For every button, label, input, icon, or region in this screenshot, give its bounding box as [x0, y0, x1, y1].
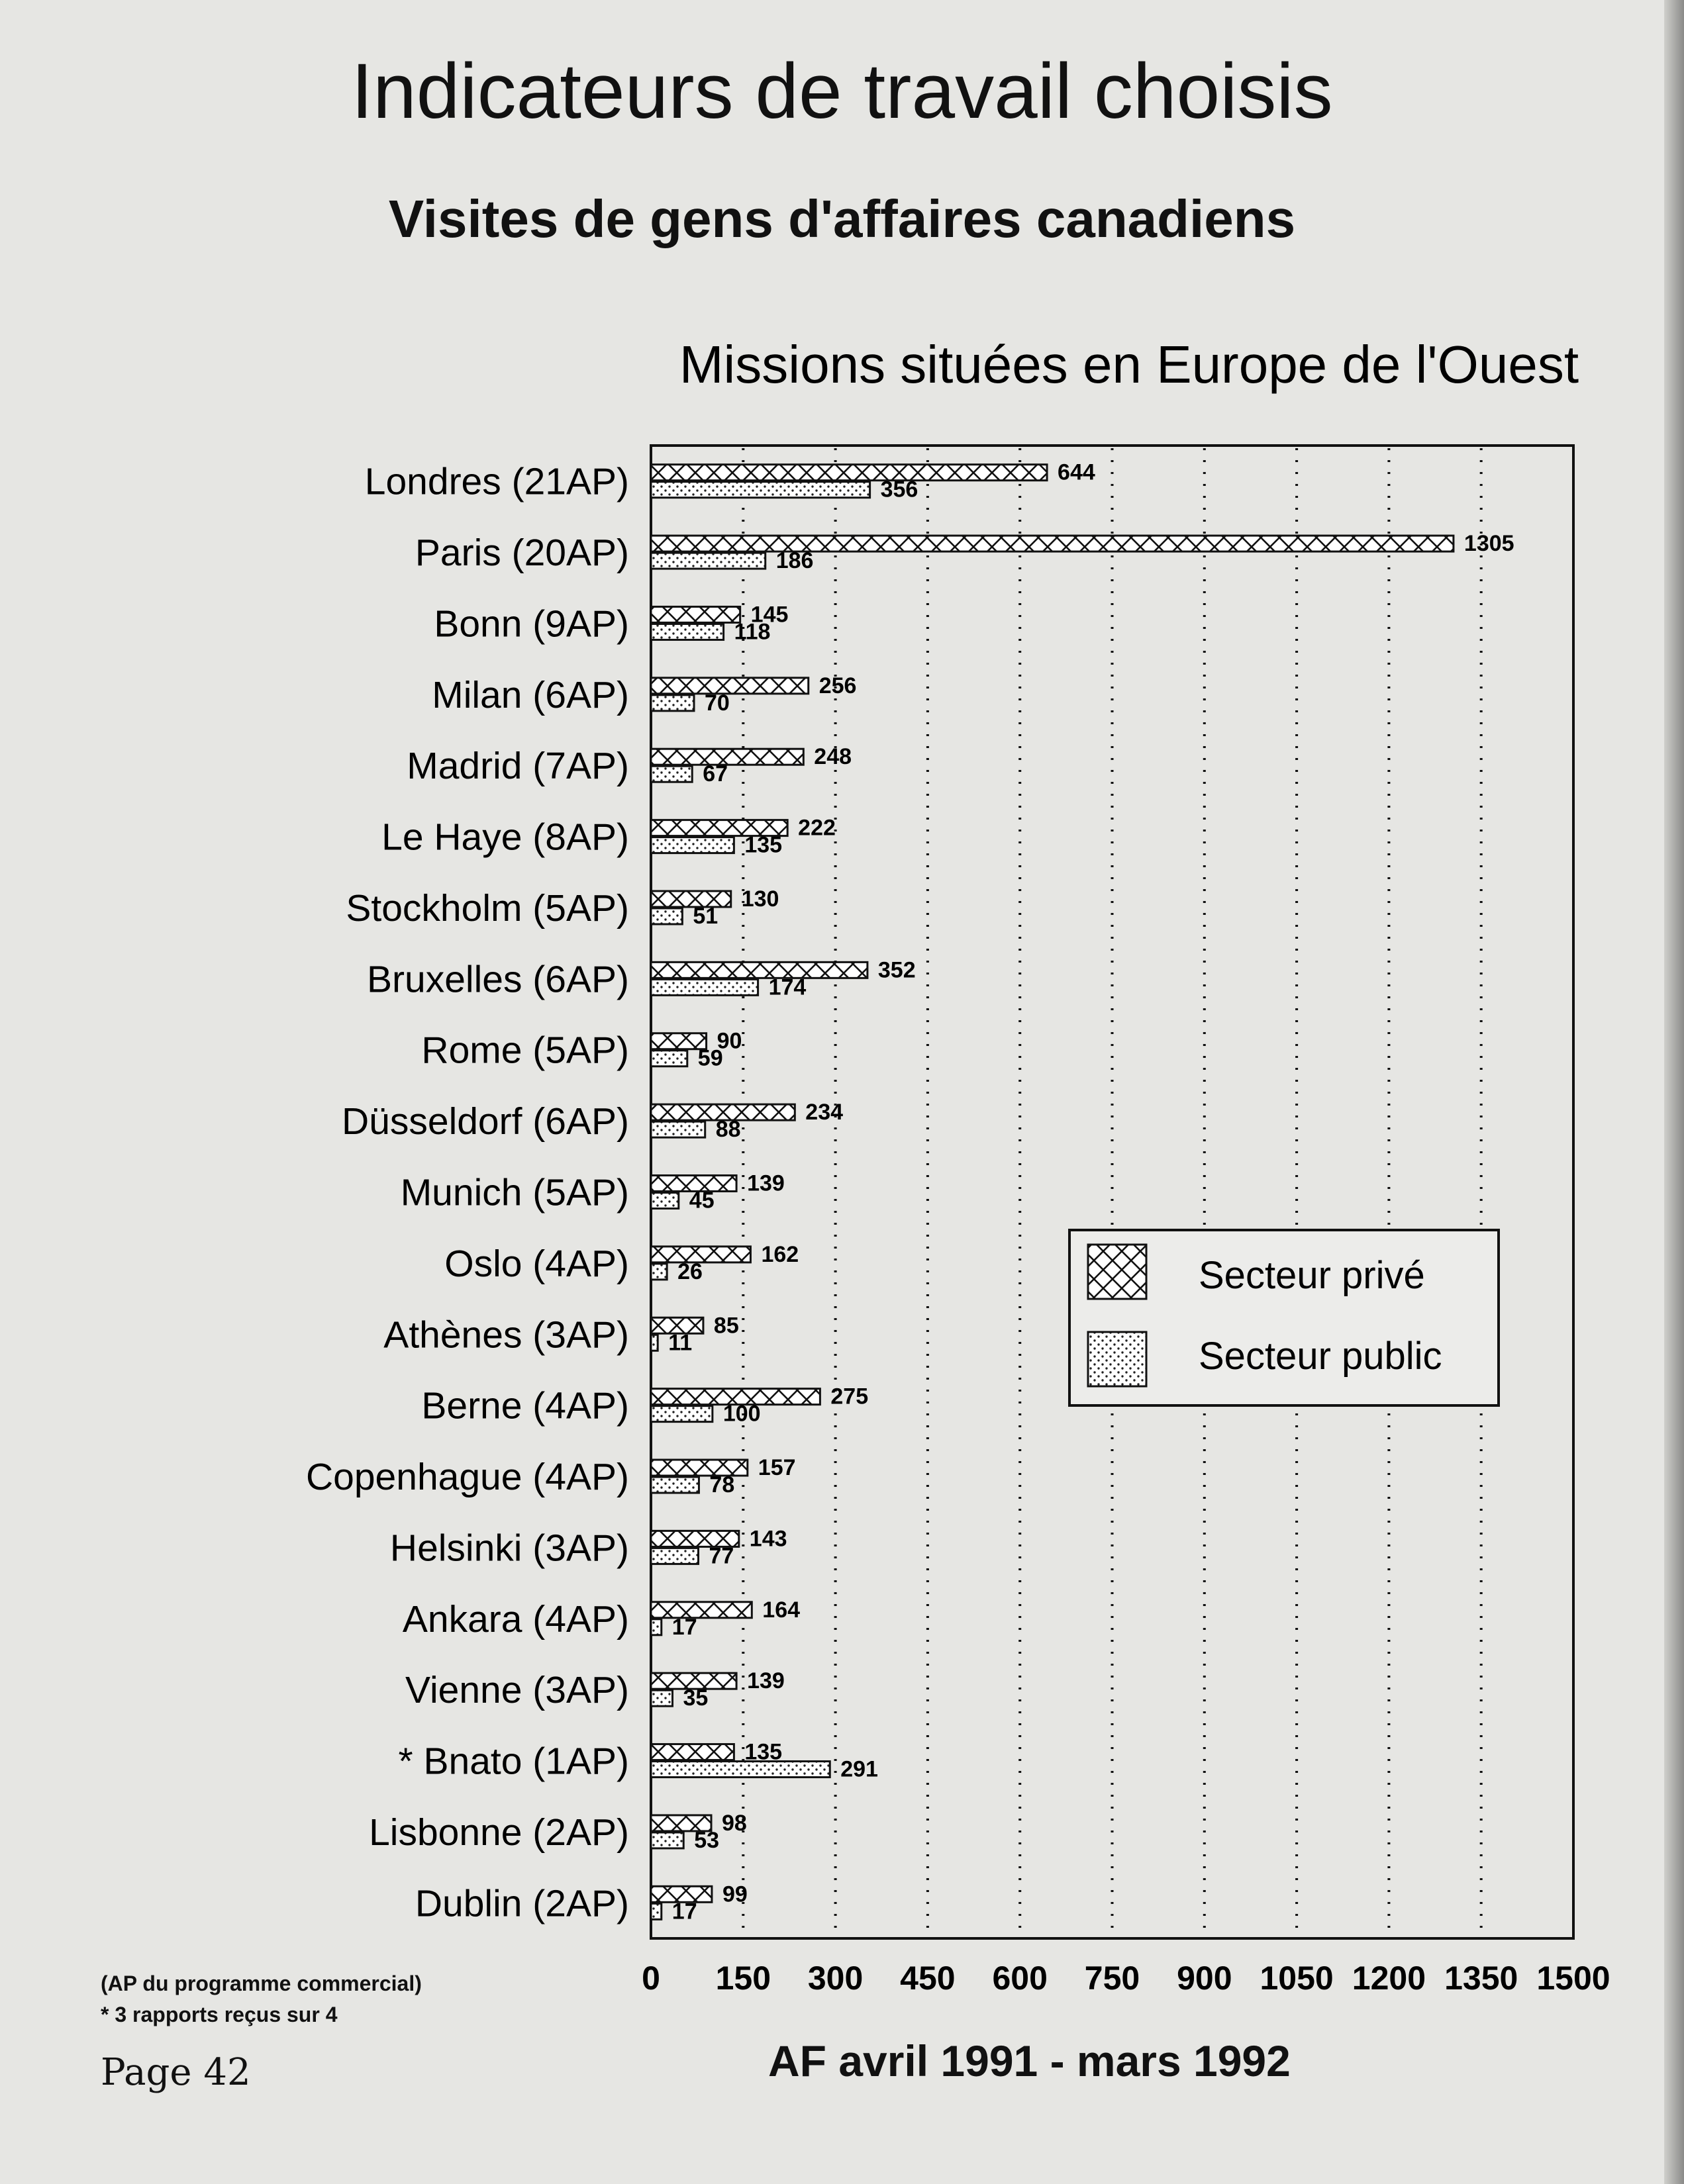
category-label-vienne-3ap: Vienne (3AP) — [405, 1669, 629, 1712]
category-label-berne-4ap: Berne (4AP) — [421, 1384, 629, 1427]
bar-secteur-public-dublin-2ap — [651, 1903, 662, 1919]
legend — [1069, 1230, 1499, 1405]
bar-secteur-prive-paris-20ap — [651, 536, 1454, 551]
value-label-secteur-prive-vienne-3ap: 139 — [747, 1668, 785, 1694]
value-label-secteur-public-londres-21ap: 356 — [880, 477, 918, 502]
bar-secteur-prive-londres-21ap — [651, 465, 1047, 481]
chart-title: Missions situées en Europe de l'Ouest — [679, 335, 1579, 394]
value-label-secteur-prive-munich-5ap: 139 — [747, 1170, 785, 1196]
value-label-secteur-public-munich-5ap: 45 — [689, 1188, 715, 1213]
bar-secteur-public-milan-6ap — [651, 695, 694, 711]
value-label-secteur-prive-dusseldorf-6ap: 234 — [805, 1100, 844, 1125]
bar-secteur-public-berne-4ap — [651, 1406, 713, 1422]
value-label-secteur-prive-paris-20ap: 1305 — [1463, 531, 1514, 557]
footnote-ap: (AP du programme commercial) — [101, 1971, 422, 1995]
bar-secteur-public-rome-5ap — [651, 1051, 687, 1067]
category-label-lisbonne-2ap: Lisbonne (2AP) — [369, 1811, 629, 1854]
legend-label-secteur-prive: Secteur privé — [1199, 1254, 1425, 1297]
category-label-milan-6ap: Milan (6AP) — [432, 673, 629, 716]
bar-secteur-prive-milan-6ap — [651, 678, 809, 694]
value-label-secteur-prive-londres-21ap: 644 — [1058, 459, 1095, 485]
value-label-secteur-prive-athenes-3ap: 85 — [713, 1313, 739, 1339]
x-tick-label: 900 — [1177, 1960, 1232, 1997]
legend-swatch-secteur-prive — [1088, 1245, 1146, 1299]
category-label-le-haye-8ap: Le Haye (8AP) — [381, 816, 629, 859]
category-label-dusseldorf-6ap: Düsseldorf (6AP) — [342, 1100, 629, 1143]
x-tick-label: 450 — [900, 1960, 956, 1997]
category-label-paris-20ap: Paris (20AP) — [415, 532, 629, 575]
bar-secteur-public-oslo-4ap — [651, 1264, 667, 1280]
category-label-madrid-7ap: Madrid (7AP) — [407, 745, 629, 788]
value-label-secteur-public-oslo-4ap: 26 — [677, 1258, 703, 1284]
legend-label-secteur-public: Secteur public — [1199, 1335, 1442, 1378]
footnote-reports: * 3 rapports reçus sur 4 — [101, 2003, 338, 2026]
value-label-secteur-public-rome-5ap: 59 — [697, 1045, 723, 1071]
category-label-helsinki-3ap: Helsinki (3AP) — [389, 1527, 629, 1570]
x-tick-label: 0 — [642, 1960, 660, 1997]
value-label-secteur-prive-ankara-4ap: 164 — [762, 1597, 801, 1623]
category-label-londres-21ap: Londres (21AP) — [364, 460, 629, 503]
value-label-secteur-prive-rome-5ap: 90 — [717, 1028, 742, 1054]
legend-swatch-secteur-public — [1088, 1332, 1146, 1386]
category-label-ankara-4ap: Ankara (4AP) — [402, 1597, 629, 1640]
category-label-bnato-1ap: * Bnato (1AP) — [398, 1740, 629, 1783]
value-label-secteur-public-bnato-1ap: 291 — [840, 1756, 878, 1782]
bar-secteur-public-paris-20ap — [651, 553, 766, 569]
value-label-secteur-prive-madrid-7ap: 248 — [814, 744, 852, 770]
x-tick-label: 300 — [807, 1960, 864, 1997]
x-axis-ticks — [642, 1960, 1610, 1997]
x-tick-label: 1350 — [1444, 1960, 1518, 1997]
value-label-secteur-prive-copenhague-4ap: 157 — [758, 1455, 796, 1481]
value-label-secteur-prive-dublin-2ap: 99 — [722, 1881, 748, 1907]
bar-secteur-public-bnato-1ap — [651, 1762, 830, 1778]
x-tick-label: 1050 — [1260, 1960, 1334, 1997]
bar-secteur-public-copenhague-4ap — [651, 1477, 699, 1493]
bar-secteur-prive-ankara-4ap — [651, 1602, 752, 1618]
bar-secteur-prive-bruxelles-6ap — [651, 962, 867, 978]
page-number: Page 42 — [101, 2051, 251, 2094]
bar-secteur-public-munich-5ap — [651, 1193, 679, 1209]
bar-secteur-prive-bnato-1ap — [651, 1744, 734, 1760]
fiscal-period: AF avril 1991 - mars 1992 — [768, 2036, 1291, 2085]
value-label-secteur-public-athenes-3ap: 11 — [668, 1330, 693, 1356]
value-label-secteur-prive-oslo-4ap: 162 — [761, 1241, 799, 1267]
category-label-dublin-2ap: Dublin (2AP) — [415, 1882, 629, 1925]
bar-secteur-public-madrid-7ap — [651, 766, 692, 782]
bar-secteur-public-stockholm-5ap — [651, 908, 682, 924]
value-label-secteur-prive-bruxelles-6ap: 352 — [877, 957, 916, 983]
value-label-secteur-prive-milan-6ap: 256 — [818, 673, 857, 698]
plot-frame — [651, 446, 1573, 1938]
value-label-secteur-prive-bnato-1ap: 135 — [744, 1739, 783, 1765]
value-label-secteur-public-ankara-4ap: 17 — [671, 1614, 697, 1640]
page-title: Indicateurs de travail choisis — [351, 48, 1333, 135]
gridlines — [743, 448, 1481, 1936]
value-label-secteur-public-copenhague-4ap: 78 — [709, 1472, 735, 1498]
value-label-secteur-public-berne-4ap: 100 — [722, 1401, 761, 1427]
value-label-secteur-prive-berne-4ap: 275 — [830, 1384, 869, 1409]
value-label-secteur-public-milan-6ap: 70 — [705, 690, 730, 716]
value-label-secteur-public-bruxelles-6ap: 174 — [768, 974, 807, 1000]
category-label-bonn-9ap: Bonn (9AP) — [434, 602, 629, 645]
x-tick-label: 1200 — [1352, 1960, 1426, 1997]
value-label-secteur-public-paris-20ap: 186 — [775, 548, 814, 574]
bar-secteur-public-dusseldorf-6ap — [651, 1121, 705, 1137]
category-labels — [306, 461, 629, 1925]
bar-secteur-public-vienne-3ap — [651, 1690, 673, 1706]
category-label-copenhague-4ap: Copenhague (4AP) — [305, 1456, 629, 1499]
category-label-oslo-4ap: Oslo (4AP) — [444, 1242, 629, 1285]
value-label-secteur-prive-le-haye-8ap: 222 — [798, 815, 836, 841]
value-label-secteur-public-lisbonne-2ap: 53 — [694, 1827, 720, 1853]
page-edge-shadow — [1664, 0, 1684, 2184]
bar-secteur-public-le-haye-8ap — [651, 837, 734, 853]
value-label-secteur-public-le-haye-8ap: 135 — [744, 832, 783, 858]
x-tick-label: 1500 — [1536, 1960, 1610, 1997]
page-subtitle: Visites de gens d'affaires canadiens — [388, 189, 1296, 248]
bar-secteur-public-bruxelles-6ap — [651, 979, 758, 995]
x-tick-label: 750 — [1084, 1960, 1140, 1997]
category-label-athenes-3ap: Athènes (3AP) — [383, 1313, 629, 1356]
bar-secteur-public-bonn-9ap — [651, 624, 724, 640]
value-label-secteur-public-dusseldorf-6ap: 88 — [715, 1117, 741, 1143]
bar-secteur-public-ankara-4ap — [651, 1619, 662, 1635]
value-label-secteur-public-vienne-3ap: 35 — [683, 1685, 709, 1711]
bar-secteur-public-lisbonne-2ap — [651, 1832, 683, 1848]
category-label-stockholm-5ap: Stockholm (5AP) — [346, 886, 629, 929]
value-label-secteur-public-madrid-7ap: 67 — [703, 761, 728, 787]
value-label-secteur-prive-lisbonne-2ap: 98 — [722, 1810, 747, 1836]
category-label-munich-5ap: Munich (5AP) — [400, 1171, 629, 1214]
x-tick-label: 600 — [992, 1960, 1048, 1997]
value-label-secteur-prive-helsinki-3ap: 143 — [749, 1526, 787, 1552]
category-label-bruxelles-6ap: Bruxelles (6AP) — [367, 958, 629, 1001]
value-label-secteur-public-helsinki-3ap: 77 — [709, 1543, 734, 1569]
value-label-secteur-public-bonn-9ap: 118 — [734, 619, 771, 645]
bar-secteur-prive-bonn-9ap — [651, 606, 740, 622]
value-label-secteur-public-dublin-2ap: 17 — [671, 1899, 697, 1924]
x-tick-label: 150 — [715, 1960, 771, 1997]
category-label-rome-5ap: Rome (5AP) — [421, 1029, 629, 1072]
bar-secteur-public-athenes-3ap — [651, 1335, 658, 1351]
value-label-secteur-public-stockholm-5ap: 51 — [693, 903, 718, 929]
bar-secteur-public-londres-21ap — [651, 482, 870, 498]
bar-secteur-public-helsinki-3ap — [651, 1548, 699, 1564]
value-label-secteur-prive-bonn-9ap: 145 — [750, 602, 789, 628]
value-label-secteur-prive-stockholm-5ap: 130 — [741, 886, 779, 912]
bar-secteur-prive-stockholm-5ap — [651, 891, 731, 907]
